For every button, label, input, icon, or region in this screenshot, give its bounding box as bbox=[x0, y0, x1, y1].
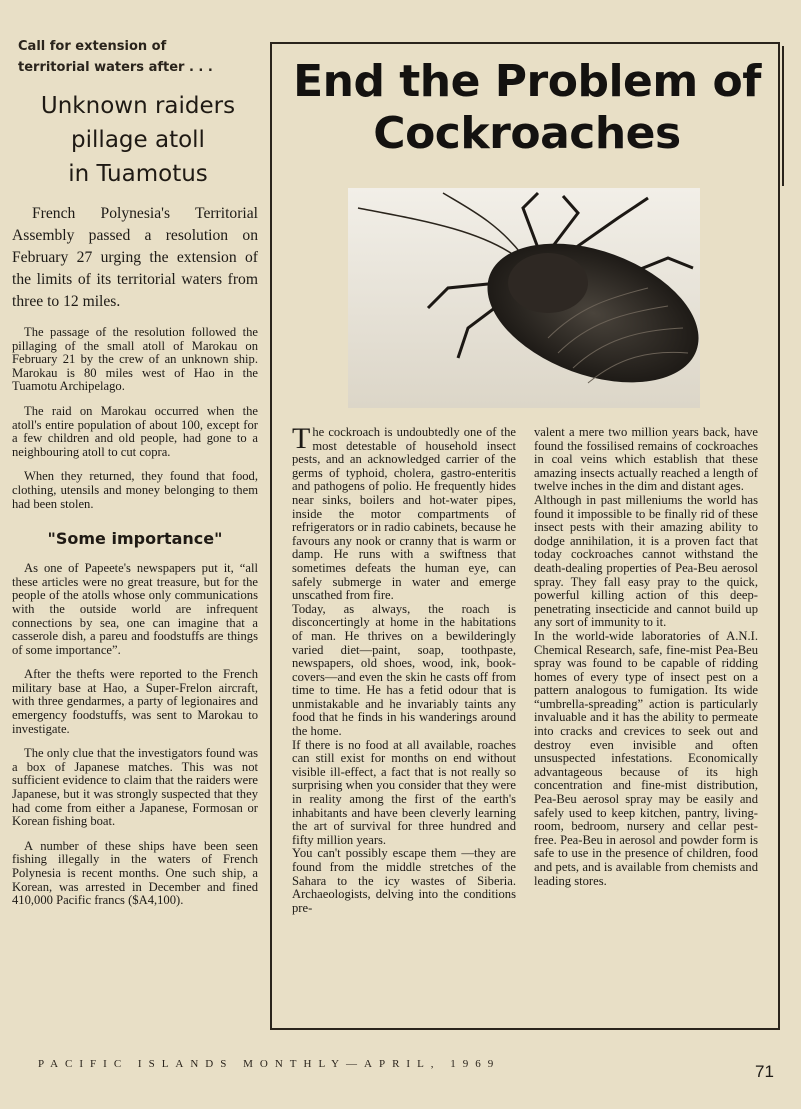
article-subhead: "Some importance" bbox=[47, 529, 223, 549]
advert-title: End the Problem of Cockroaches bbox=[293, 56, 761, 159]
article-paragraph: When they returned, they found that food, clothing, utensils and money belonging to them had been stolen. bbox=[12, 469, 258, 511]
advert-paragraph bbox=[292, 422, 516, 603]
advert-paragraph: If there is no food at all available, roaches can still exist for months on end without visible ill-effect, a fact that is not really so surprising when you consider that they were in reality among the first of the earth's inhabitants and have been cleverly learning the art of survival for three hundred and fifty million years. bbox=[292, 737, 516, 847]
cockroach-illustration bbox=[348, 188, 700, 408]
cockroach-photo bbox=[348, 188, 700, 408]
advert-paragraph: valent a mere two million years back, have found the fossilised remains of cockroaches in coal veins which establish that these amazing insects actually reached a length of twelve inches in the dim and distant ages. bbox=[534, 425, 758, 494]
article-paragraph: The only clue that the investigators found was a box of Japanese matches. This was not sufficient evidence to claim that the raiders were Japanese, but it was strongly suspected that they had come from either a Japanese, Formosan or Korean fishing boat. bbox=[12, 746, 258, 829]
advert-dropcap: T bbox=[292, 422, 311, 455]
advert-frame-edge bbox=[782, 46, 784, 186]
article-kicker: Call for extension of territorial waters after . . . bbox=[18, 39, 213, 75]
advert-box bbox=[270, 42, 780, 1030]
article-paragraph: The passage of the resolution followed the pillaging of the small atoll of Marokau on February 21 by the crew of an unknown ship. Marokau is 80 miles west of Hao in the Tuamotu Archipelago. bbox=[12, 325, 258, 394]
advert-column-2 bbox=[534, 426, 758, 888]
publication-footer: PACIFIC ISLANDS MONTHLY—APRIL, 1969 bbox=[38, 1058, 501, 1070]
article-paragraph: As one of Papeete's newspapers put it, “all these articles were no great treasure, but for the people of the atolls whose only communications with the outside world are infrequent connections by sea, one can imagine that a casserole dish, a pareu and foodstuffs are things of some importance”. bbox=[12, 561, 258, 657]
article-body bbox=[12, 326, 258, 908]
article-paragraph: After the thefts were reported to the French military base at Hao, a Super-Frelon aircraft, with three gendarmes, a party of legionaires and emergency foodstuffs, was sent to Marokau to investigate. bbox=[12, 667, 258, 736]
advert-first-text: he cockroach is undoubtedly one of the most detestable of household insect pests, and an acknowledged carrier of the germs of typhoid, cholera, gastro-enteritis and pathogens of polio. He frequently hides near sinks, boilers and hot-water pipes, inside the motor compartments of refrigerators or in radio cabinets, because he favours any nook or cranny that is warm or damp. He runs with a swiftness that sometimes defeats the human eye, can safely submerge in water and emerge unscathed from fire. bbox=[292, 425, 516, 603]
advert-paragraph: Today, as always, the roach is disconcertingly at home in the habitations of man. He thrives on a bewilderingly varied diet—paint, soap, toothpaste, newspapers, old shoes, wood, ink, book-covers—and even the skin he casts off from time to time. He has a fetid odour that is unmistakable and he invariably taints any food that he finds in his wanderings around the home. bbox=[292, 601, 516, 739]
advert-column-1 bbox=[292, 422, 516, 915]
article-headline: Unknown raiders pillage atoll in Tuamotus bbox=[40, 93, 236, 187]
article-paragraph: A number of these ships have been seen fishing illegally in the waters of French Polynesia is recent months. One such ship, a Korean, was arrested in December and fined 410,000 Pacific francs ($A4,100). bbox=[12, 838, 258, 908]
article-intro: French Polynesia's Territorial Assembly passed a resolution on February 27 urging the extension of the limits of its territorial waters from three to 12 miles. bbox=[12, 205, 258, 310]
article-paragraph: The raid on Marokau occurred when the atoll's entire population of about 100, except for a few children and old people, had gone to a neighbouring atoll to cut copra. bbox=[12, 403, 258, 459]
left-article bbox=[12, 36, 258, 919]
advert-paragraph: Although in past milleniums the world has found it impossible to be finally rid of these insect pests with their amazing ability to dodge annihilation, it is a proven fact that today cockroaches cannot withstand the death-dealing properties of Pea-Beu aerosol spray. They fall easy pray to the quick, powerful killing action of this deep-penetrating insecticide and cannot build up any sort of immunity to it. bbox=[534, 492, 758, 630]
page-number: 71 bbox=[755, 1062, 774, 1081]
advert-paragraph: In the world-wide laboratories of A.N.I. Chemical Research, safe, fine-mist Pea-Beu spray was found to be capable of ridding homes of every type of insect pest on a pattern analogous to fumigation. Its wide “umbrella-spreading” action is particularly invaluable and it has the ability to permeate into cracks and crevices to seek out and destroy even invisible and often unsuspected infestations. Economically advantageous because of its high concentration and fine-mist distribution, Pea-Beu aerosol spray may be easily and safely used to keep kitchen, pantry, living-room, bedroom, nursery and cellar pest-free. Pea-Beu in aerosol and powder form is safe to use in the presence of children, food and pets, and is available from chemists and leading stores. bbox=[534, 628, 758, 888]
advert-paragraph: You can't possibly escape them —they are found from the middle stretches of the Sahara to the icy wastes of Siberia. Archaeologists, delving into the conditions pre- bbox=[292, 846, 516, 915]
